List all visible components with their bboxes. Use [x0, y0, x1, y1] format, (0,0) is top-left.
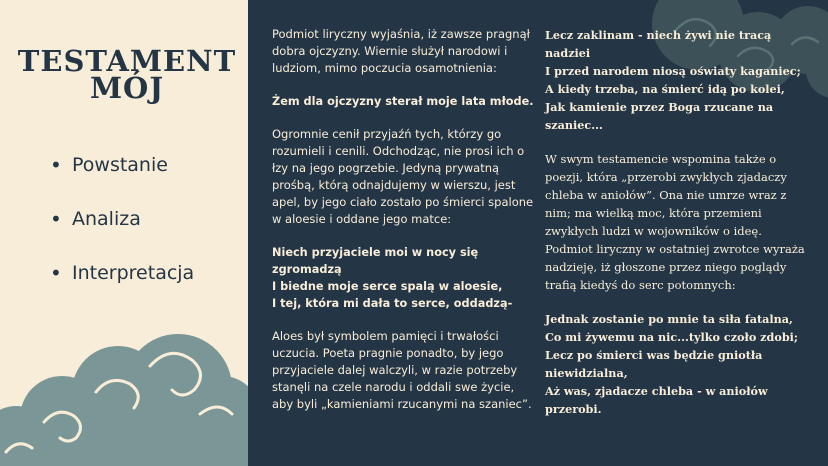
paragraph: W swym testamencie wspomina także o poezji, która „przerobi zwykłych zjadaczy chleba w aniołów”. Ona nie umrze wraz z nim; ma wielką moc, która przemieni zwykłych ludzi w wojowników o ideę. Podmiot liryczny w ostatniej zwrotce wyraża nadzieję, iż głoszone przez niego poglądy trafią kiedyś do serc potomnych:: [545, 152, 805, 292]
title-line-1: TESTAMENT: [17, 44, 237, 78]
text-column-left: [272, 26, 538, 413]
text-column-right: [545, 26, 813, 418]
topic-item-interpretacja: • Interpretacja: [50, 256, 194, 310]
page-title: [14, 44, 240, 105]
title-line-2: MÓJ: [89, 71, 165, 105]
paragraph: Aloes był symbolem pamięci i trwałości uczucia. Poeta pragnie ponadto, by jego przyjaciele dalej walczyli, w razie potrzeby stanęli na czele narodu i oddali swe życie, aby byli „kamieniami rzucanymi na szaniec”.: [272, 329, 532, 411]
left-panel: [0, 0, 248, 466]
poem-quote: Lecz zaklinam - niech żywi nie tracą nadziei I przed narodem niosą oświaty kaganiec; A kiedy trzeba, na śmierć idą po kolei, Jak kamienie przez Boga rzucane na szaniec...: [545, 28, 801, 132]
topic-list: [50, 148, 194, 310]
topic-item-analiza: • Analiza: [50, 202, 194, 256]
poem-quote: Niech przyjaciele moi w nocy się zgromadzą I biedne moje serce spalą w aloesie, I tej, która mi dała to serce, oddadzą-: [272, 246, 513, 310]
topic-item-powstanie: • Powstanie: [50, 148, 194, 202]
poem-quote: Żem dla ojczyzny sterał moje lata młode.: [272, 95, 534, 108]
paragraph: Podmiot liryczny wyjaśnia, iż zawsze pragnął dobra ojczyzny. Wiernie służył narodowi i ludziom, mimo poczucia osamotnienia:: [272, 27, 530, 75]
paragraph: Ogromnie cenił przyjaźń tych, którzy go rozumieli i cenili. Odchodząc, nie prosi ich o łzy na jego pogrzebie. Jedyną prywatną prośbą, którą odnajdujemy w wierszu, jest apel, by jego ciało zostało po śmierci spalone w aloesie i oddane jego matce:: [272, 127, 534, 226]
cloud-decoration-left: [0, 296, 248, 466]
poem-quote: Jednak zostanie po mnie ta siła fatalna, Co mi żywemu na nic...tylko czoło zdobi; Lecz po śmierci was będzie gniotła niewidzialna, Aż was, zjadacze chleba - w aniołów przerobi.: [545, 312, 799, 416]
